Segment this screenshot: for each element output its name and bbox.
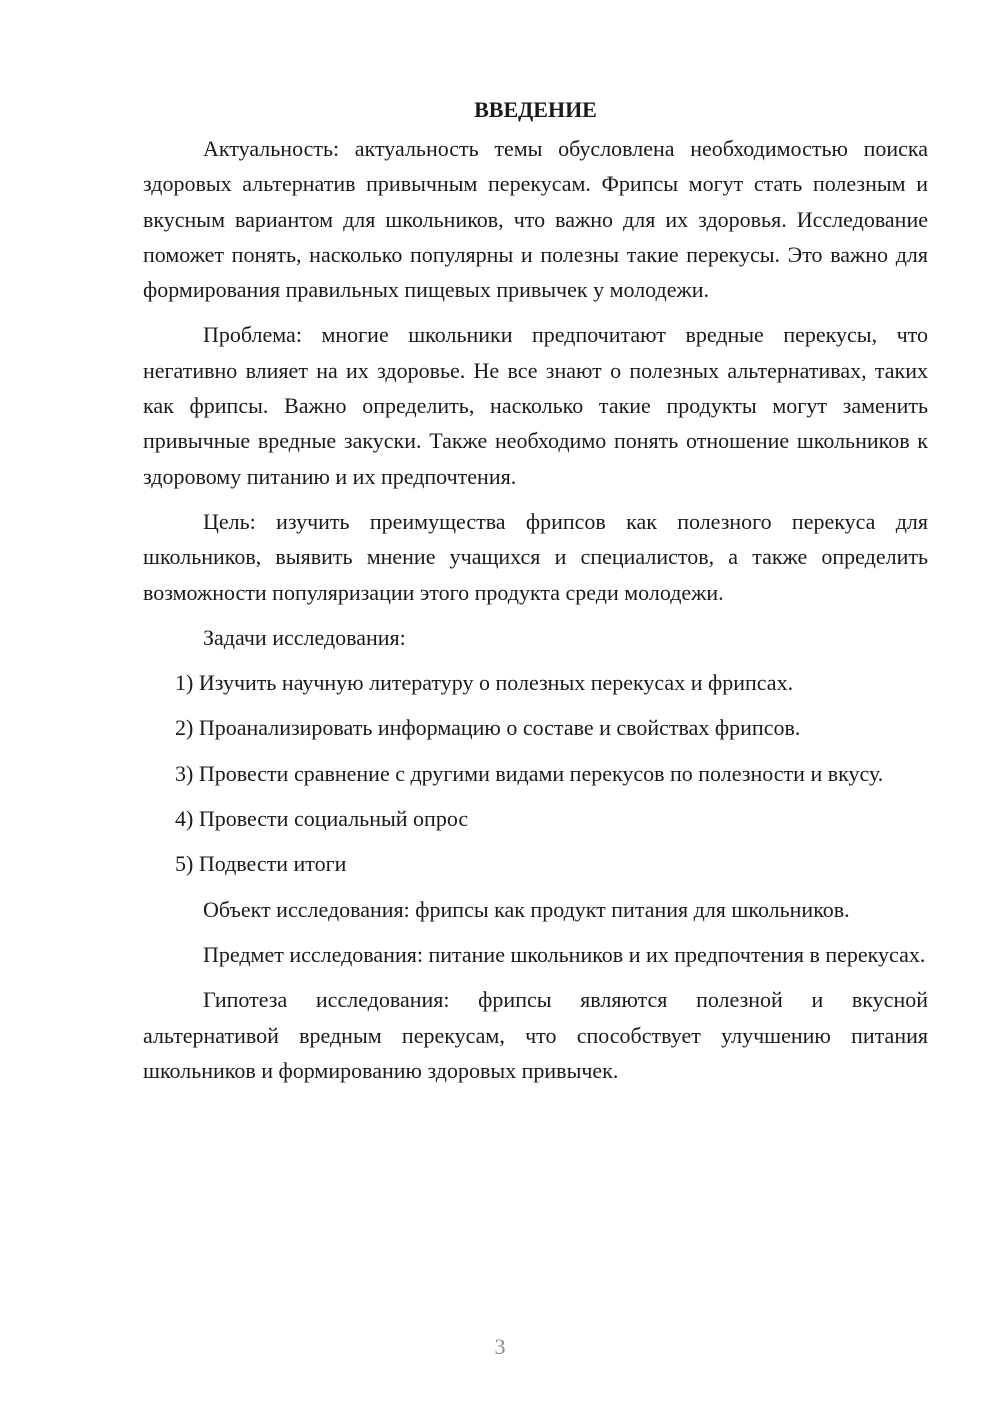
task-item-3: 3) Провести сравнение с другими видами перекусов по полезности и вкусу. [175,760,884,786]
task-item-1: 1) Изучить научную литературу о полезных перекусах и фрипсах. [175,670,794,696]
page-number: 3 [494,1334,506,1359]
hypothesis-paragraph: Гипотеза исследования: фрипсы являются полезной и вкусной альтернативой вредным перекусам, что способствует улучшению питания школьников и формированию здоровых привычек. [143,987,928,1083]
object-paragraph: Объект исследования: фрипсы как продукт питания для школьников. [203,896,850,922]
section-heading: ВВЕДЕНИЕ [474,97,597,122]
problem-paragraph: Проблема: многие школьники предпочитают вредные перекусы, что негативно влияет на их здоровье. Не все знают о полезных альтернативах, таких как фрипсы. Важно определить, насколько такие продукты могут заменить привычные вредные закуски. Также необходимо понять отношение школьников к здоровому питанию и их предпочтения. [143,322,928,489]
tasks-heading: Задачи исследования: [203,624,406,650]
subject-paragraph: Предмет исследования: питание школьников и их предпочтения в перекусах. [203,941,926,967]
task-item-5: 5) Подвести итоги [175,851,347,877]
task-item-4: 4) Провести социальный опрос [175,806,469,832]
task-item-2: 2) Проанализировать информацию о составе и свойствах фрипсов. [175,715,801,741]
goal-paragraph: Цель: изучить преимущества фрипсов как полезного перекуса для школьников, выявить мнение учащихся и специалистов, а также определить возможности популяризации этого продукта среди молодежи. [143,508,928,605]
document-page [143,92,928,1098]
relevance-paragraph: Актуальность: актуальность темы обусловлена необходимостью поиска здоровых альтернатив привычным перекусам. Фрипсы могут стать полезным и вкусным вариантом для школьников, что важно для их здоровья. Исследование поможет понять, насколько популярны и полезны такие перекусы. Это важно для формирования правильных пищевых привычек у молодежи. [143,136,928,303]
